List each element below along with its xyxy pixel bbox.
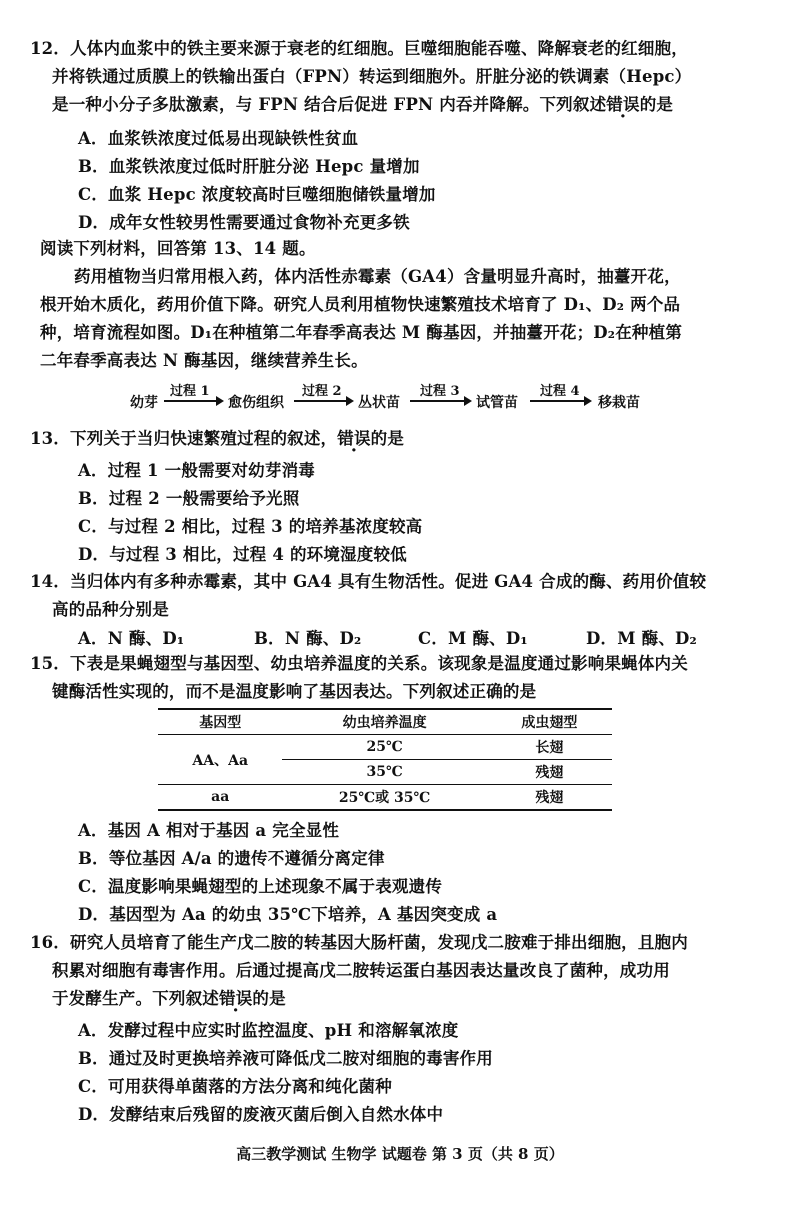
q15-option-b: B．等位基因 A/a 的遗传不遵循分离定律	[78, 849, 385, 868]
q16-option-b: B．通过及时更换培养液可降低戊二胺对细胞的毒害作用	[78, 1049, 493, 1068]
q16-line-3	[52, 988, 286, 1010]
page-footer: 高三教学测试 生物学 试题卷 第 3 页（共 8 页）	[236, 1145, 564, 1163]
flow-label-4: 过程 4	[540, 384, 580, 399]
table-header-row	[158, 709, 612, 735]
q12-line-3	[52, 94, 673, 116]
q13-option-c: C．与过程 2 相比，过程 3 的培养基浓度较高	[78, 517, 423, 536]
q15-option-a: A．基因 A 相对于基因 a 完全显性	[78, 821, 340, 840]
material-line-4: 二年春季高表达 N 酶基因，继续营养生长。	[40, 351, 368, 370]
q12-line-3c: 的是	[639, 95, 674, 114]
material-line-1: 药用植物当归常用根入药，体内活性赤霉素（GA4）含量明显升高时，抽薹开花，	[74, 267, 681, 286]
q13-stem	[30, 428, 404, 450]
q16-line-3a: 于发酵生产。下列叙述	[52, 989, 219, 1008]
flow-label-2: 过程 2	[302, 384, 342, 399]
q12-emphasis: 错误	[606, 95, 640, 114]
q16-emphasis: 错误	[219, 989, 253, 1008]
q15-option-c: C．温度影响果蝇翅型的上述现象不属于表观遗传	[78, 877, 443, 896]
table-header-temperature: 幼虫培养温度	[342, 715, 427, 731]
q14-option-b: B．N 酶、D₂	[254, 629, 362, 648]
q12-option-c: C．血浆 Hepc 浓度较高时巨噬细胞储铁量增加	[78, 185, 436, 204]
flow-arrow-3	[410, 400, 470, 402]
q14-option-d: D．M 酶、D₂	[586, 629, 697, 648]
q12-line-2: 并将铁通过质膜上的铁输出蛋白（FPN）转运到细胞外。肝脏分泌的铁调素（Hepc）	[52, 67, 692, 86]
flow-arrow-1	[164, 400, 222, 402]
q12-option-a: A．血浆铁浓度过低易出现缺铁性贫血	[78, 129, 359, 148]
flow-label-1: 过程 1	[170, 384, 210, 399]
material-intro: 阅读下列材料，回答第 13、14 题。	[40, 239, 316, 258]
table-cell-genotype-dominant: AA、Aa	[192, 752, 249, 769]
q14-line-1: 14．当归体内有多种赤霉素，其中 GA4 具有生物活性。促进 GA4 合成的酶、药用价值较	[30, 572, 707, 591]
flow-node-tube-seedling: 试管苗	[476, 395, 518, 411]
q16-line-2: 积累对细胞有毒害作用。后通过提高戊二胺转运蛋白基因表达量改良了菌种，成功用	[52, 961, 670, 980]
q12-line-3a: 是一种小分子多肽激素，与 FPN 结合后促进 FPN 内吞并降解。下列叙述	[52, 95, 607, 114]
flow-node-transplant: 移栽苗	[598, 395, 640, 411]
q15-line-1: 15．下表是果蝇翅型与基因型、幼虫培养温度的关系。该现象是温度通过影响果蝇体内关	[30, 654, 688, 673]
q14-option-c: C．M 酶、D₁	[418, 629, 528, 648]
q16-line-3c: 的是	[252, 989, 286, 1008]
table-row	[158, 735, 612, 760]
flow-node-cluster-shoot: 丛状苗	[358, 395, 400, 411]
propagation-flow-diagram	[130, 380, 670, 420]
q16-line-1: 16．研究人员培育了能生产戊二胺的转基因大肠杆菌，发现戊二胺难于排出细胞，且胞内	[30, 933, 688, 952]
genotype-temperature-table	[158, 708, 612, 811]
q15-line-2: 键酶活性实现的，而不是温度影响了基因表达。下列叙述正确的是	[52, 682, 537, 701]
table-cell-wing-vestigial-aa: 残翅	[535, 790, 564, 806]
table-cell-wing-long: 长翅	[535, 740, 564, 756]
q16-option-d: D．发酵结束后残留的废液灭菌后倒入自然水体中	[78, 1105, 444, 1124]
q16-option-a: A．发酵过程中应实时监控温度、pH 和溶解氧浓度	[78, 1021, 459, 1040]
q12-option-d: D．成年女性较男性需要通过食物补充更多铁	[78, 213, 410, 232]
q14-line-2: 高的品种分别是	[52, 600, 169, 619]
flow-node-callus: 愈伤组织	[228, 395, 284, 411]
q13-option-b: B．过程 2 一般需要给予光照	[78, 489, 300, 508]
q12-option-b: B．血浆铁浓度过低时肝脏分泌 Hepc 量增加	[78, 157, 420, 176]
q12-line-1: 12．人体内血浆中的铁主要来源于衰老的红细胞。巨噬细胞能吞噬、降解衰老的红细胞，	[30, 39, 688, 58]
flow-arrow-2	[294, 400, 352, 402]
q13-option-d: D．与过程 3 相比，过程 4 的环境湿度较低	[78, 545, 407, 564]
flow-node-bud: 幼芽	[130, 395, 158, 411]
table-header-genotype: 基因型	[199, 715, 242, 731]
flow-label-3: 过程 3	[420, 384, 460, 399]
table-cell-temp-either: 25℃或 35℃	[338, 790, 431, 806]
q13-stem-c: 的是	[370, 429, 405, 448]
q14-option-a: A．N 酶、D₁	[78, 629, 185, 648]
q15-option-d: D．基因型为 Aa 的幼虫 35℃下培养，A 基因突变成 a	[78, 905, 498, 924]
table-header-wing: 成虫翅型	[521, 715, 578, 731]
material-line-3: 种，培育流程如图。D₁在种植第二年春季高表达 M 酶基因，并抽薹开花；D₂在种植第	[40, 323, 683, 342]
q13-stem-a: 13．下列关于当归快速繁殖过程的叙述，	[30, 429, 338, 448]
table-row	[158, 785, 612, 811]
q13-option-a: A．过程 1 一般需要对幼芽消毒	[78, 461, 315, 480]
q16-option-c: C．可用获得单菌落的方法分离和纯化菌种	[78, 1077, 392, 1096]
table-cell-temp-25: 25℃	[366, 739, 403, 755]
material-line-2: 根开始木质化，药用价值下降。研究人员利用植物快速繁殖技术培育了 D₁、D₂ 两个品	[40, 295, 681, 314]
q13-emphasis: 错误	[337, 429, 371, 448]
flow-arrow-4	[530, 400, 590, 402]
table-cell-wing-vestigial: 残翅	[487, 760, 612, 785]
table-cell-genotype-recessive: aa	[211, 789, 230, 805]
table-cell-temp-35: 35℃	[282, 760, 486, 785]
